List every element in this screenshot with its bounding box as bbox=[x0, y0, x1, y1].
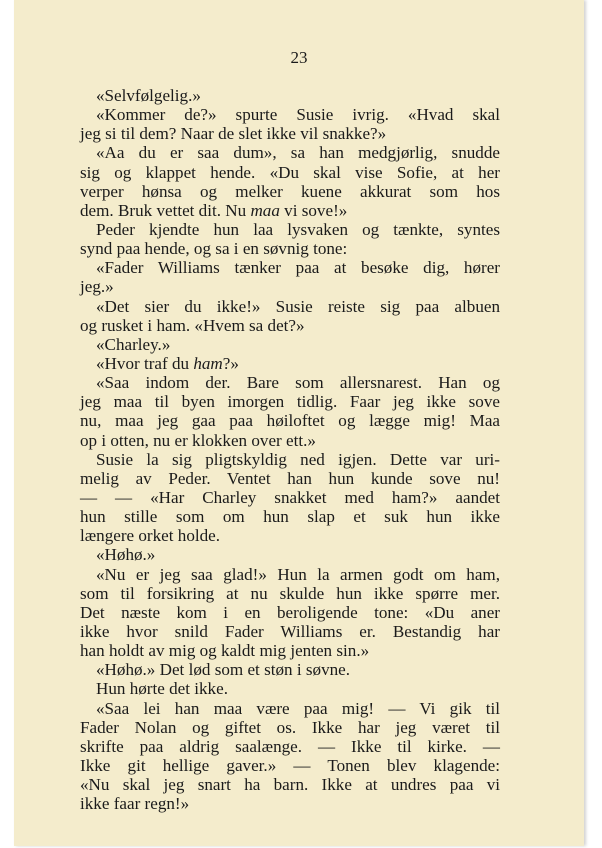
text-line: «Høhø.» bbox=[96, 545, 156, 565]
body-text bbox=[80, 86, 500, 813]
text-line: ikke faar regn!» bbox=[80, 794, 190, 814]
page-number: 23 bbox=[290, 48, 308, 67]
text-line: «Aa du er saa dum», sa han medgjørlig, snudde bbox=[96, 143, 500, 163]
text-line: «Kommer de?» spurte Susie ivrig. «Hvad skal bbox=[96, 105, 500, 125]
text-line: op i otten, nu er klokken over ett.» bbox=[80, 430, 316, 450]
text-line: nu, maa jeg gaa paa høiloftet og lægge mig! Maa bbox=[80, 411, 500, 431]
text-line: jeg si til dem? Naar de slet ikke vil snakke?» bbox=[80, 124, 387, 144]
text-line: «Det sier du ikke!» Susie reiste sig paa albuen bbox=[96, 296, 500, 316]
text-line: verper hønsa og melker kuene akkurat som hos bbox=[80, 181, 500, 201]
text-line: som til forsikring at nu skulde hun ikke spørre mer. bbox=[80, 583, 500, 603]
text-line: ikke hvor snild Fader Williams er. Bestandig har bbox=[80, 621, 500, 641]
text-line: Hun hørte det ikke. bbox=[96, 679, 228, 699]
text-line bbox=[80, 354, 500, 373]
text-line: Peder kjendte hun laa lysvaken og tænkte, syntes bbox=[96, 219, 500, 239]
text-line: synd paa hende, og sa i en søvnig tone: bbox=[80, 239, 348, 259]
text-segment: vi sove!» bbox=[279, 200, 348, 220]
text-line: «Selvfølgelig.» bbox=[96, 86, 201, 105]
text-line: han holdt av mig og kaldt mig jenten sin.» bbox=[80, 641, 370, 661]
text-line: «Nu er jeg saa glad!» Hun la armen godt om ham, bbox=[96, 564, 500, 584]
text-line: hun stille som om hun slap et suk hun ikke bbox=[80, 507, 500, 527]
text-line: skrifte paa aldrig saalænge. — Ikke til kirke. — bbox=[80, 736, 500, 756]
text-line: — — «Har Charley snakket med ham?» aandet bbox=[80, 487, 500, 507]
text-line: Det næste kom i en beroligende tone: «Du aner bbox=[80, 602, 500, 622]
text-segment: dem. Bruk vettet dit. Nu bbox=[80, 200, 251, 220]
text-line: jeg.» bbox=[80, 277, 114, 297]
text-segment: ?» bbox=[222, 353, 239, 373]
text-line: Fader Nolan og giftet os. Ikke har jeg været til bbox=[80, 717, 500, 737]
text-line: «Saa lei han maa være paa mig! — Vi gik til bbox=[96, 698, 500, 718]
text-line: «Charley.» bbox=[96, 334, 171, 354]
text-line: Susie la sig pligtskyldig ned igjen. Dette var uri- bbox=[96, 449, 500, 469]
italic-word: maa bbox=[250, 200, 280, 220]
text-line: «Fader Williams tænker paa at besøke dig, hører bbox=[96, 258, 500, 278]
italic-word: ham bbox=[193, 353, 223, 373]
book-page bbox=[14, 0, 584, 846]
text-line: «Nu skal jeg snart ha barn. Ikke at undres paa vi bbox=[80, 775, 500, 795]
text-line: Ikke git hellige gaver.» — Tonen blev klagende: bbox=[80, 755, 500, 775]
text-line bbox=[80, 201, 500, 220]
text-line: sig og klappet hende. «Du skal vise Sofie, at her bbox=[80, 162, 500, 182]
text-segment: «Hvor traf du bbox=[96, 353, 194, 373]
text-line: længere orket holde. bbox=[80, 526, 221, 546]
text-line: og rusket i ham. «Hvem sa det?» bbox=[80, 315, 305, 335]
text-line: melig av Peder. Ventet han hun kunde sove nu! bbox=[80, 468, 500, 488]
text-line: «Høhø.» Det lød som et støn i søvne. bbox=[96, 660, 351, 680]
text-line: jeg maa til byen imorgen tidlig. Faar jeg ikke sove bbox=[80, 392, 500, 412]
text-line: «Saa indom der. Bare som allersnarest. Han og bbox=[96, 373, 500, 393]
